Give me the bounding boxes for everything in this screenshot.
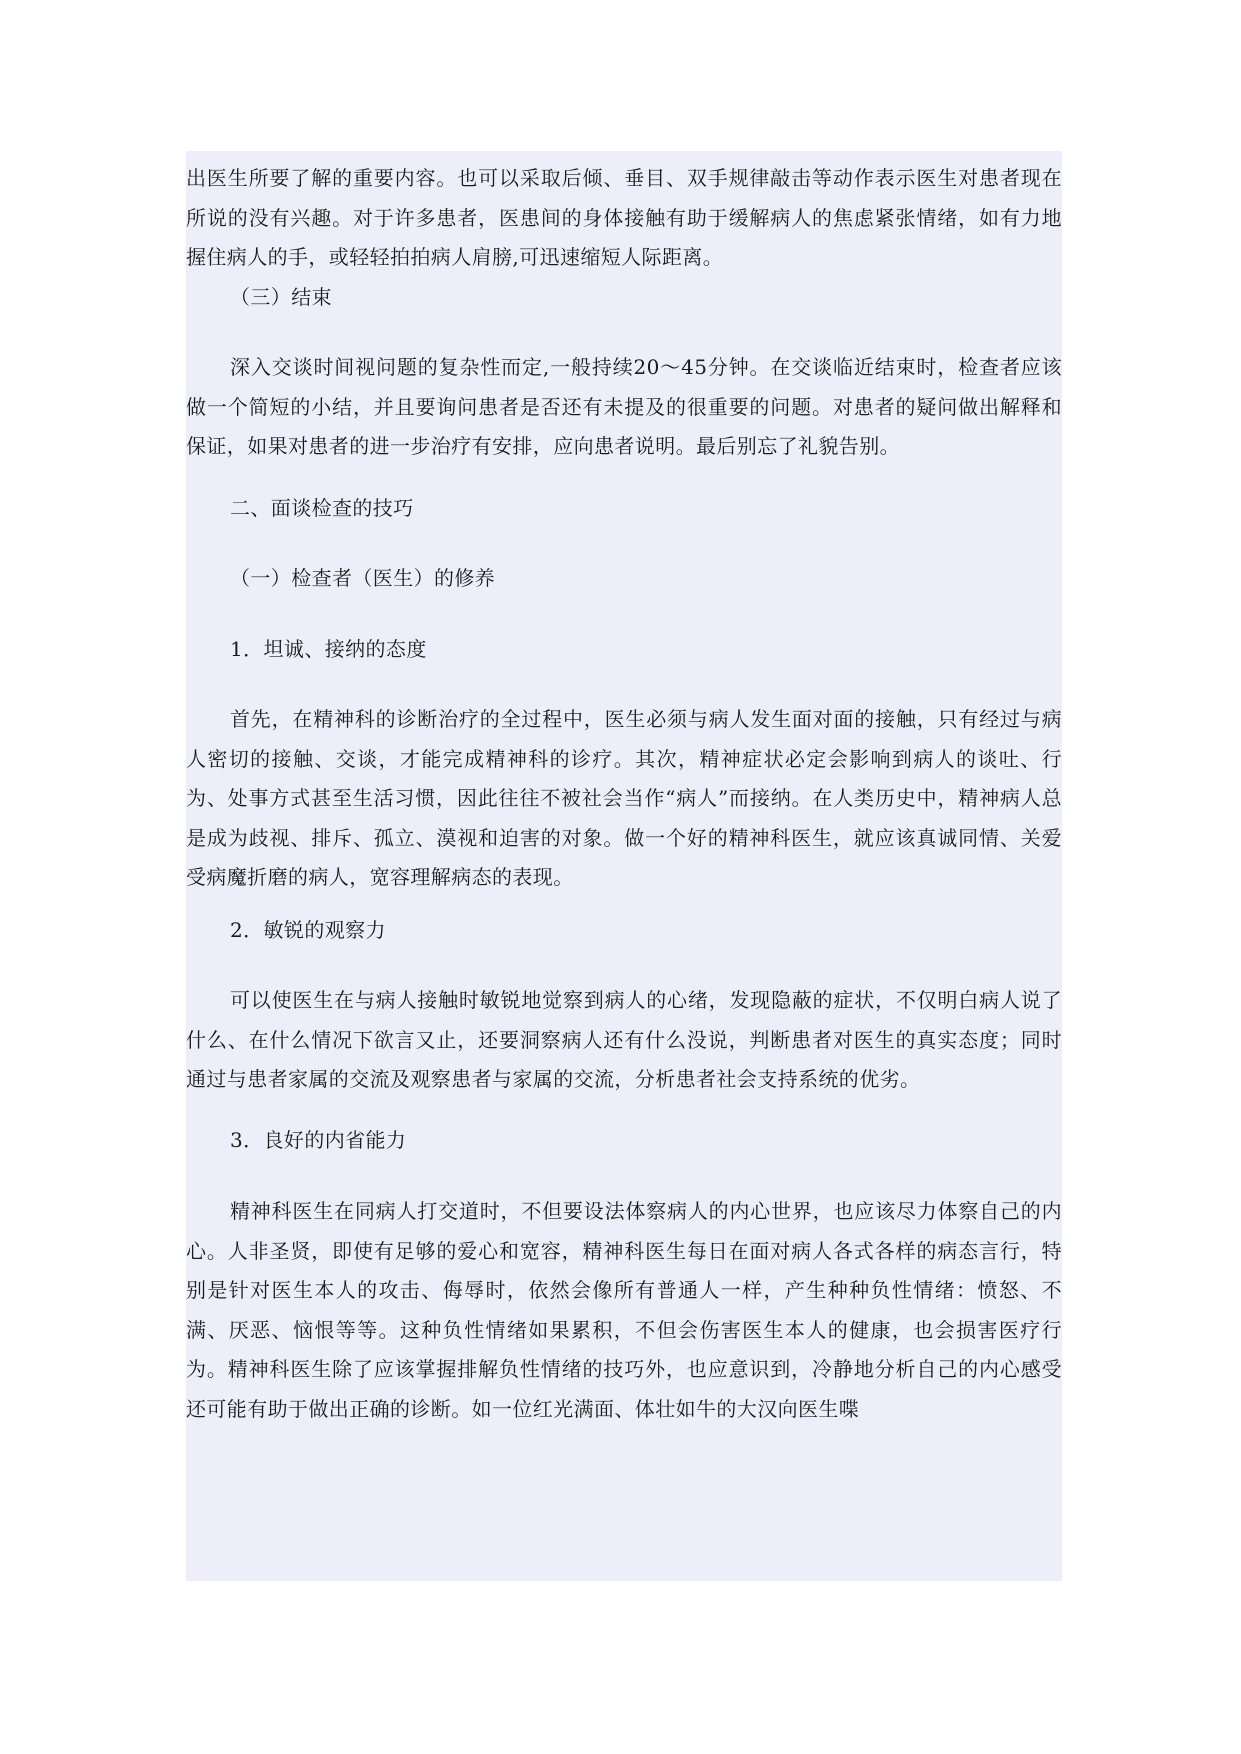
heading-interview-skills: 二、面谈检查的技巧 [230,496,414,520]
heading-sincere-attitude: 1．坦诚、接纳的态度 [230,637,427,661]
paragraph-sincere-attitude: 首先，在精神科的诊断治疗的全过程中，医生必须与病人发生面对面的接触，只有经过与病人密切的接触、交谈，才能完成精神科的诊疗。其次，精神症状必定会影响到病人的谈吐、行为、处事方式甚至生活习惯，因此往往不被社会当作“病人”而接纳。在人类历史中，精神病人总是成为歧视、排斥、孤立、漠视和迫害的对象。做一个好的精神科医生，就应该真诚同情、关爱受病魔折磨的病人，宽容理解病态的表现。 [186,707,1062,889]
paragraph-closing: 深入交谈时间视问题的复杂性而定,一般持续20～45分钟。在交谈临近结束时，检查者应该做一个简短的小结，并且要询问患者是否还有未提及的很重要的问题。对患者的疑问做出解释和保证，如果对患者的进一步治疗有安排，应向患者说明。最后别忘了礼貌告别。 [186,355,1062,458]
heading-observation: 2．敏锐的观察力 [230,918,386,942]
document-page [186,151,1062,1581]
heading-examiner-cultivation: （一）检查者（医生）的修养 [230,566,496,590]
paragraph-observation: 可以使医生在与病人接触时敏锐地觉察到病人的心绪，发现隐蔽的症状，不仅明白病人说了什么、在什么情况下欲言又止，还要洞察病人还有什么没说，判断患者对医生的真实态度；同时通过与患者家属的交流及观察患者与家属的交流，分析患者社会支持系统的优劣。 [186,988,1062,1091]
paragraph-body-language: 出医生所要了解的重要内容。也可以采取后倾、垂目、双手规律敲击等动作表示医生对患者现在所说的没有兴趣。对于许多患者，医患间的身体接触有助于缓解病人的焦虑紧张情绪，如有力地握住病人的手，或轻轻拍拍病人肩膀,可迅速缩短人际距离。 [186,166,1062,269]
heading-closing: （三）结束 [230,285,332,309]
heading-introspection: 3．良好的内省能力 [230,1128,407,1152]
paragraph-introspection: 精神科医生在同病人打交道时，不但要设法体察病人的内心世界，也应该尽力体察自己的内心。人非圣贤，即使有足够的爱心和宽容，精神科医生每日在面对病人各式各样的病态言行，特别是针对医生本人的攻击、侮辱时，依然会像所有普通人一样，产生种种负性情绪：愤怒、不满、厌恶、恼恨等等。这种负性情绪如果累积，不但会伤害医生本人的健康，也会损害医疗行为。精神科医生除了应该掌握排解负性情绪的技巧外，也应意识到，冷静地分析自己的内心感受还可能有助于做出正确的诊断。如一位红光满面、体壮如牛的大汉向医生喋 [186,1199,1062,1421]
